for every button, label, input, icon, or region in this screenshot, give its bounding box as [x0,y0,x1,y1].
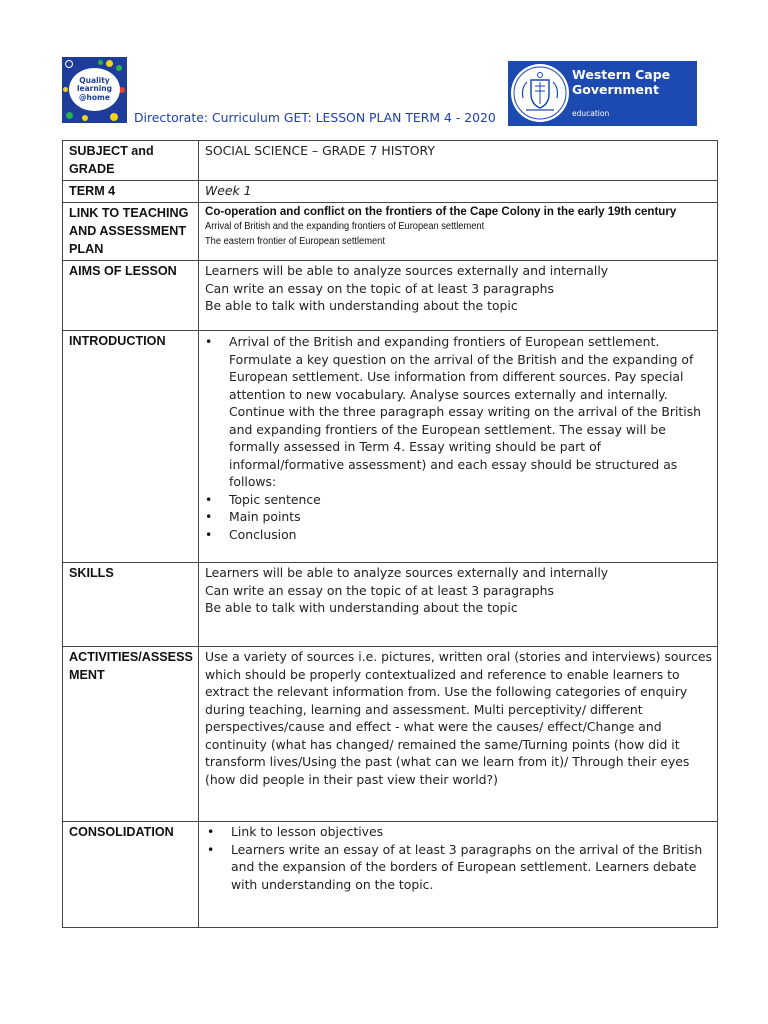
link-sub-1: Arrival of British and the expanding frontiers of European settlement [205,221,485,232]
term-label: TERM 4 [63,181,199,203]
department-name: education [572,109,610,118]
subject-value: SOCIAL SCIENCE – GRADE 7 HISTORY [199,141,718,181]
introduction-sub-bullet: • Conclusion [205,526,712,544]
introduction-value [199,331,718,563]
logo-text: Quality learning @home [69,68,120,111]
row-consolidation [63,822,718,928]
link-label: LINK TO TEACHING AND ASSESSMENT PLAN [63,203,199,261]
row-link [63,203,718,261]
quality-learning-logo [62,57,127,123]
consolidation-bullet: • Learners write an essay of at least 3 paragraphs on the arrival of the British and the expansion of the borders of European settlement. Learners debate with understanding on the topic. [205,841,712,894]
row-skills [63,563,718,647]
aims-line: Can write an essay on the topic of at least 3 paragraphs [205,280,554,296]
skills-line: Can write an essay on the topic of at least 3 paragraphs [205,582,554,598]
introduction-sub-bullet: • Main points [205,508,712,526]
lesson-plan-table [62,140,718,928]
aims-value [199,261,718,331]
aims-label: AIMS OF LESSON [63,261,199,331]
row-introduction [63,331,718,563]
row-term [63,181,718,203]
skills-line: Be able to talk with understanding about the topic [205,600,518,615]
aims-line: Learners will be able to analyze sources externally and internally [205,263,609,278]
link-sub-2: The eastern frontier of European settlement [205,236,385,247]
activities-label: ACTIVITIES/ASSESS MENT [63,647,199,822]
introduction-main-bullet: • Arrival of the British and expanding frontiers of European settlement. Formulate a key question on the arrival of the British and the expanding of European settlement. Use information from different sources. Pay special attention to new vocabulary. Analyse sources externally and internally. Continue with the three paragraph essay writing on the arrival of the British and expanding frontiers of the European settlement. The essay will be formally assessed in Term 4. Essay writing should be part of informal/formative assessment) and each essay should be structured as follows: [205,333,712,491]
skills-label: SKILLS [63,563,199,647]
subject-label: SUBJECT and GRADE [63,141,199,181]
logo-ring-icon [65,60,73,68]
row-subject [63,141,718,181]
consolidation-value [199,822,718,928]
link-value [199,203,718,261]
row-activities [63,647,718,822]
directorate-title: Directorate: Curriculum GET: LESSON PLAN TERM 4 - 2020 [134,110,496,125]
western-cape-government-logo [508,61,697,126]
aims-line: Be able to talk with understanding about the topic [205,298,518,313]
activities-value: Use a variety of sources i.e. pictures, written oral (stories and interviews) sources which should be properly contextualized and reference to enable learners to extract the relevant information from. Use the following categories of enquiry during teaching, learning and assessment. Multi perceptivity/ different perspectives/cause and effect - what were the causes/ effect/Change and continuity (what has changed/ remained the same/Turning points (how did it transform lives/Using the past (what can we learn from it)/ Through their eyes (how did people in their past view their world?) [199,647,718,822]
government-name: Western Cape Government [572,67,671,97]
term-value: Week 1 [199,181,718,203]
introduction-label: INTRODUCTION [63,331,199,563]
skills-line: Learners will be able to analyze sources externally and internally [205,565,609,580]
row-aims [63,261,718,331]
consolidation-bullet: • Link to lesson objectives [205,823,712,841]
consolidation-label: CONSOLIDATION [63,822,199,928]
introduction-sub-bullet: • Topic sentence [205,491,712,509]
coat-of-arms-icon [511,64,569,122]
skills-value [199,563,718,647]
link-title: Co-operation and conflict on the frontiers of the Cape Colony in the early 19th century [205,204,677,218]
